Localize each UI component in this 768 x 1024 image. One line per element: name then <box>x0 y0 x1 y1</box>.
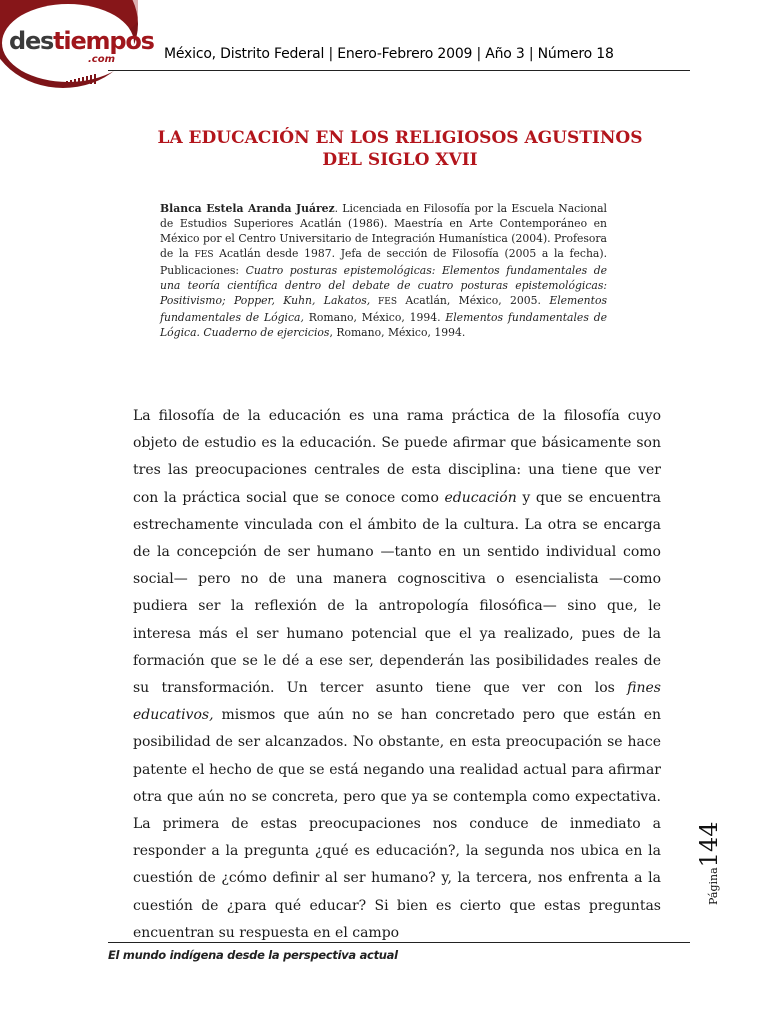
logo-bars-icon <box>66 74 96 84</box>
body-emphasis-fines: fines educativos, <box>133 680 661 724</box>
article-title <box>100 127 700 171</box>
body-segment-2: y que se encuentra estrechamente vinculada con el ámbito de la cultura. La otra se encarga de la concepción de ser humano —tanto en un sentido individual como social— pero no de una manera cognoscitiva o esencialista —como pudiera ser la reflexión de la antropología filosófica— sino que, le interesa más el ser humano potencial que el ya realizado, pues de la formación que se le dé a ese ser, dependerán las posibilidades reales de su transformación. Un tercer asunto tiene que ver con los <box>133 489 661 697</box>
title-line-1: LA EDUCACIÓN EN LOS RELIGIOSOS AGUSTINOS <box>157 128 643 148</box>
bio-text-5: , Romano, México, 1994. <box>329 326 466 339</box>
body-segment-1: La filosofía de la educación es una rama práctica de la filosofía cuyo objeto de estudio es la educación. Se puede afirmar que básicamente son tres las preocupaciones centrales de esta disciplina: una tiene que ver con la práctica social que se conoce como <box>133 408 661 506</box>
bio-text-2: Acatlán desde 1987. Jefa de sección de Filosofía (2005 a la fecha). Publicaciones: <box>160 247 607 277</box>
header-divider <box>108 70 690 71</box>
footer-tagline: El mundo indígena desde la perspectiva actual <box>108 948 398 962</box>
page-number <box>695 822 723 905</box>
issue-info: México, Distrito Federal | Enero-Febrero 2009 | Año 3 | Número 18 <box>164 46 614 62</box>
body-emphasis-educacion: educación <box>444 489 517 506</box>
site-logo[interactable] <box>0 0 154 90</box>
logo-com: .com <box>88 54 116 65</box>
body-segment-3: mismos que aún no se han concretado pero que están en posibilidad de ser alcanzados. No obstante, en esta preocupación se hace patente el hecho de que se está negando una realidad actual para afirmar otra que aún no se concreta, pero que ya se contempla como expectativa. La primera de estas preocupaciones nos conduce de inmediato a responder a la pregunta ¿qué es educación?, la segunda nos ubica en la cuestión de ¿cómo definir al ser humano? y, la tercera, nos enfrenta a la cuestión de ¿para qué educar? Si bien es cierto que estas preguntas encuentran su respuesta en el campo <box>133 707 661 941</box>
logo-tiempos: tiempos <box>53 27 154 55</box>
title-line-2: DEL SIGLO XVII <box>322 150 478 170</box>
bio-fes-1: FES <box>194 250 214 260</box>
article-body <box>133 403 661 947</box>
footer-divider <box>108 942 690 943</box>
bio-fes-2: FES <box>370 297 397 307</box>
logo-wordmark <box>9 28 154 54</box>
author-name: Blanca Estela Aranda Juárez <box>160 202 335 215</box>
bio-publication-1: Cuatro posturas epistemológicas: Elementos fundamentales de una teoría científica dentro del debate de cuatro posturas epistemológicas: Positivismo; Popper, Kuhn, Lakatos, <box>160 264 607 307</box>
bio-text-4: Romano, México, 1994. <box>303 311 446 324</box>
logo-des: des <box>9 27 54 55</box>
bio-publication-2: Elementos fundamentales de Lógica, <box>160 294 607 324</box>
page-value: 144 <box>695 821 723 868</box>
bio-text-3: Acatlán, México, 2005. <box>397 294 550 307</box>
page-label: Página <box>707 867 720 905</box>
bio-text-1: . Licenciada en Filosofía por la Escuela Nacional de Estudios Superiores Acatlán (1986). Maestría en Arte Contemporáneo en México por el Centro Universitario de Integración Humanística (2004). Profesora de la <box>160 202 607 260</box>
bio-publication-3: Elementos fundamentales de Lógica. Cuaderno de ejercicios <box>160 311 607 339</box>
author-bio <box>160 201 607 340</box>
